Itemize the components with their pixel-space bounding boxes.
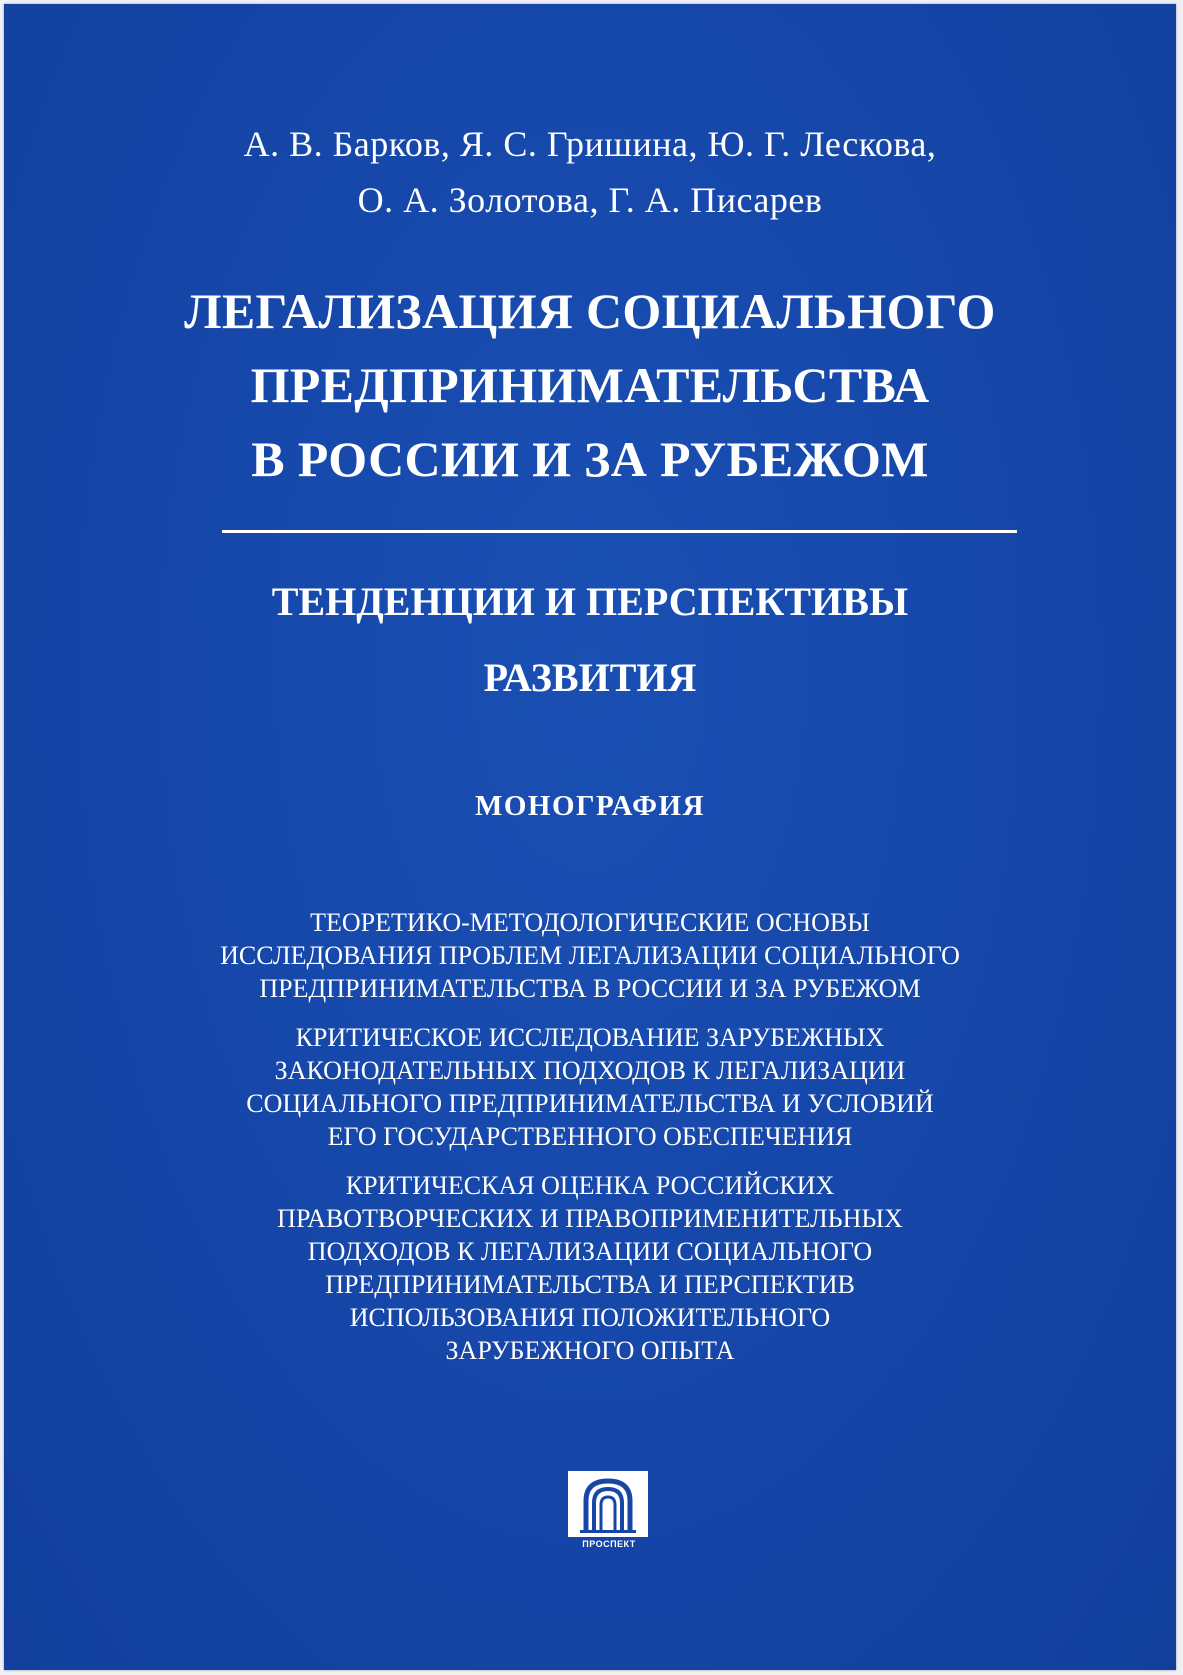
authors-line: А. В. Барков, Я. С. Гришина, Ю. Г. Лескова, (243, 124, 937, 164)
book-subtitle (4, 564, 1176, 716)
topic-line: ЗАРУБЕЖНОГО ОПЫТА (445, 1336, 735, 1365)
topics-list (4, 906, 1176, 1383)
topic-line: ИССЛЕДОВАНИЯ ПРОБЛЕМ ЛЕГАЛИЗАЦИИ СОЦИАЛЬНОГО (220, 941, 960, 970)
topic-line: КРИТИЧЕСКОЕ ИССЛЕДОВАНИЕ ЗАРУБЕЖНЫХ (295, 1023, 885, 1052)
topic-line: ПРАВОТВОРЧЕСКИХ И ПРАВОПРИМЕНИТЕЛЬНЫХ (277, 1204, 903, 1233)
topic-line: ТЕОРЕТИКО-МЕТОДОЛОГИЧЕСКИЕ ОСНОВЫ (310, 908, 870, 937)
title-line: ЛЕГАЛИЗАЦИЯ СОЦИАЛЬНОГО (184, 283, 996, 339)
authors (4, 116, 1176, 228)
book-cover (4, 4, 1176, 1670)
book-title (4, 274, 1176, 496)
topic-item (4, 1021, 1176, 1153)
subtitle-line: ТЕНДЕНЦИИ И ПЕРСПЕКТИВЫ (271, 579, 909, 624)
genre-label: МОНОГРАФИЯ (474, 790, 706, 822)
topic-item (4, 906, 1176, 1005)
topic-line: ПРЕДПРИНИМАТЕЛЬСТВА В РОССИИ И ЗА РУБЕЖОМ (259, 974, 921, 1003)
topic-line: ЕГО ГОСУДАРСТВЕННОГО ОБЕСПЕЧЕНИЯ (327, 1122, 853, 1151)
topic-line: ПРЕДПРИНИМАТЕЛЬСТВА И ПЕРСПЕКТИВ (325, 1270, 855, 1299)
topic-line: СОЦИАЛЬНОГО ПРЕДПРИНИМАТЕЛЬСТВА И УСЛОВИЙ (246, 1089, 934, 1118)
title-line: В РОССИИ И ЗА РУБЕЖОМ (251, 431, 929, 487)
topic-line: ЗАКОНОДАТЕЛЬНЫХ ПОДХОДОВ К ЛЕГАЛИЗАЦИИ (274, 1056, 906, 1085)
topic-line: ПОДХОДОВ К ЛЕГАЛИЗАЦИИ СОЦИАЛЬНОГО (307, 1237, 873, 1266)
authors-line: О. А. Золотова, Г. А. Писарев (357, 180, 823, 220)
prospekt-arch-logo-icon (568, 1471, 648, 1537)
title-divider (222, 530, 1017, 533)
topic-line: ИСПОЛЬЗОВАНИЯ ПОЛОЖИТЕЛЬНОГО (349, 1303, 831, 1332)
publisher-logo (568, 1471, 650, 1557)
topic-item (4, 1169, 1176, 1367)
title-line: ПРЕДПРИНИМАТЕЛЬСТВА (250, 357, 930, 413)
publisher-name: ПРОСПЕКТ (582, 1539, 636, 1549)
arch-icon (568, 1471, 648, 1537)
subtitle-line: РАЗВИТИЯ (483, 655, 697, 700)
topic-line: КРИТИЧЕСКАЯ ОЦЕНКА РОССИЙСКИХ (345, 1171, 835, 1200)
